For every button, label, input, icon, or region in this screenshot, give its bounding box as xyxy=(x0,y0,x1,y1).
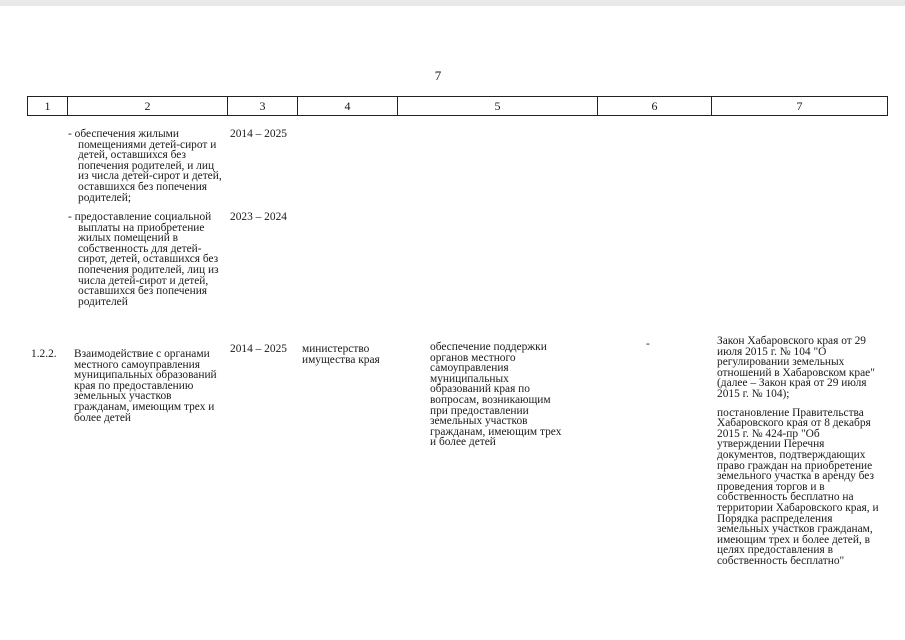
row2-col2-item xyxy=(68,212,226,307)
row2-list-text: - предоставление социальной выплаты на приобретение жилых помещений в собственность для детей-сирот, детей, оставшихся без попечения родителей, лиц из числа детей-сирот и детей, оставшихся без попечения родителей xyxy=(68,211,219,308)
row1-period: 2014 – 2025 xyxy=(230,128,287,140)
row1-list-text: - обеспечения жилыми помещениями детей-сирот и детей, оставшихся без попечения родителей, и лиц из числа детей-сирот и детей, оставшихся без попечения родителей; xyxy=(68,128,222,204)
row3-number: 1.2.2. xyxy=(31,348,57,360)
header-col-6: 6 xyxy=(598,97,712,115)
page-number: 7 xyxy=(434,68,442,83)
header-col-2: 2 xyxy=(68,97,228,115)
header-col-5: 5 xyxy=(398,97,598,115)
row2-period: 2023 – 2024 xyxy=(230,211,287,223)
row3-resolution-text: постановление Правительства Хабаровского края от 8 декабря 2015 г. № 424-пр "Об утверждении Перечня документов, подтверждающих право граждан на приобретение земельного участка в аренду без проведения торгов и в собственность бесплатно на территории Хабаровского края, и Порядка распределения земельных участков гражданам, имеющим трех и более детей, в целях предоставления в собственность бесплатно" xyxy=(717,406,879,567)
row3-executor: министерство имущества края xyxy=(302,343,380,366)
header-col-7: 7 xyxy=(796,99,803,113)
row1-col2-item xyxy=(68,129,226,203)
row3-measure: Взаимодействие с органами местного самоуправления муниципальных образований края по предоставлению земельных участков гражданам, имеющим трех и более детей xyxy=(74,348,217,424)
scan-top-band xyxy=(0,0,905,6)
row3-period: 2014 – 2025 xyxy=(230,343,287,355)
row3-law-text: Закон Хабаровского края от 29 июля 2015 г. № 104 "О регулировании земельных отношений в Хабаровском крае" (далее – Закон края от 29 июля 2015 г. № 104); xyxy=(717,335,875,400)
row3-col6: - xyxy=(646,338,650,350)
header-col-1: 1 xyxy=(28,97,68,115)
table-header-row xyxy=(27,96,888,116)
row3-legal-basis xyxy=(717,336,885,566)
header-col-3: 3 xyxy=(228,97,298,115)
header-col-4: 4 xyxy=(298,97,398,115)
row3-result: обеспечение поддержки органов местного самоуправления муниципальных образований края по вопросам, возникающим при предоставлении земельных участков гражданам, имеющим трех и более детей xyxy=(430,341,562,449)
